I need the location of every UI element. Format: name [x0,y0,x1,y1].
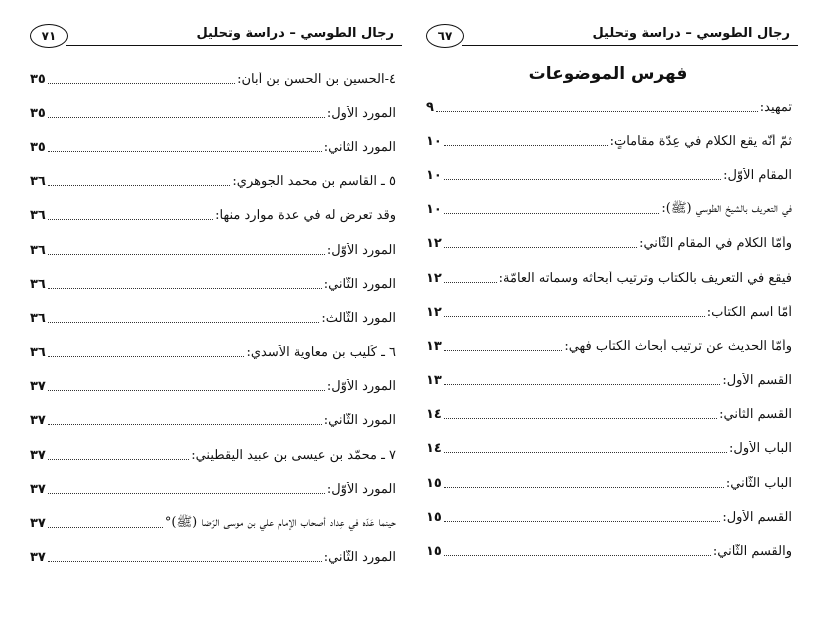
dot-leader [48,151,322,152]
toc-entry-title: المورد الثّاني: [323,413,396,429]
toc-entry-title: المورد الأول: [326,105,396,121]
toc-entry [426,398,792,432]
toc-entry-page: ٣٧ [30,550,46,566]
toc-entry-page: ١٥ [426,475,442,491]
toc-entry-title: المقام الأوّل: [723,167,792,183]
dot-leader [48,459,189,460]
toc-list [426,90,792,569]
toc-entry-page: ١٤ [426,441,442,457]
toc-entry [30,165,396,199]
dot-leader [48,527,163,528]
page-number: ٦٧ [426,24,464,48]
toc-entry-page: ٣٦ [30,208,46,224]
toc-entry-page: ١٢ [426,270,442,286]
toc-entry [30,130,396,164]
toc-entry-page: ٣٧ [30,379,46,395]
toc-entry-title: المورد الثاني: [323,139,396,155]
dot-leader [444,247,637,248]
toc-entry [30,506,396,540]
toc-entry [426,466,792,500]
toc-entry [426,534,792,568]
toc-entry-title: في التعريف بالشيخ الطوسي (ﷺ): [661,201,792,217]
toc-entry [30,267,396,301]
header-rule [462,45,798,46]
dot-leader [444,145,608,146]
dot-leader [444,213,660,214]
dot-leader [48,561,322,562]
toc-entry [30,438,396,472]
right-page [418,0,798,623]
toc-entry-title: المورد الثّاني: [323,550,396,566]
dot-leader [48,83,235,84]
toc-entry-page: ١٣ [426,373,442,389]
dot-leader [436,111,758,112]
toc-entry-page: ١٣ [426,338,442,354]
toc-entry-title: وأمّا الكلام في المقام الثّاني: [639,236,792,252]
toc-entry-page: ١٥ [426,544,442,560]
dot-leader [444,384,720,385]
page-header [22,20,402,50]
toc-entry-page: ٩ [426,99,434,115]
toc-entry [426,158,792,192]
left-page [22,0,402,623]
toc-entry-title: الباب الثّاني: [725,475,792,491]
toc-entry-title: المورد الثّاني: [323,276,396,292]
toc-entry-page: ٣٧ [30,516,46,532]
toc-entry-page: ٣٧ [30,413,46,429]
toc-entry-page: ١٠ [426,202,442,218]
toc-entry-title: والقسم الثّاني: [712,544,792,560]
toc-entry [426,261,792,295]
toc-entry [30,472,396,506]
toc-entry [426,295,792,329]
dot-leader [48,254,325,255]
header-rule [66,45,402,46]
toc-entry [426,193,792,227]
dot-leader [444,555,711,556]
toc-entry-page: ٣٦ [30,242,46,258]
toc-entry [426,90,792,124]
toc-entry [426,227,792,261]
dot-leader [444,282,497,283]
toc-entry [30,404,396,438]
toc-entry-page: ٣٧ [30,447,46,463]
toc-entry-page: ١٢ [426,304,442,320]
toc-entry-title: القسم الثاني: [719,407,792,423]
toc-entry-title: وقد تعرض له في عدة موارد منها: [215,208,396,224]
toc-entry-page: ١٠ [426,167,442,183]
toc-entry [30,199,396,233]
dot-leader [48,424,322,425]
toc-entry-title: ٤-الحسين بن الحسن بن أبان: [237,71,396,87]
toc-entry-title: ٦ ـ كُليب بن معاوية الأسدي: [246,345,396,361]
toc-entry-page: ٣٦ [30,276,46,292]
dot-leader [48,219,213,220]
dot-leader [444,487,724,488]
dot-leader [444,350,562,351]
toc-entry [30,370,396,404]
page-header [418,20,798,50]
toc-entry [30,301,396,335]
toc-entry-page: ١٠ [426,133,442,149]
toc-entry-title: فيقع في التعريف بالكتاب وترتيب أبحاثه وسماته العامّة: [498,270,792,286]
dot-leader [444,521,720,522]
toc-entry [30,96,396,130]
toc-entry-title: ٧ ـ محمّد بن عيسى بن عبيد اليقطيني: [191,447,396,463]
dot-leader [48,288,322,289]
toc-entry-title: المورد الأوّل: [326,242,396,258]
toc-entry-page: ٣٧ [30,481,46,497]
toc-entry-page: ١٤ [426,407,442,423]
toc-entry [30,541,396,575]
dot-leader [48,322,320,323]
toc-entry-page: ٣٦ [30,310,46,326]
index-title: فهرس الموضوعات [528,64,688,84]
toc-entry-title: أمّا اسم الكتاب: [706,304,792,320]
toc-entry-title: ٥ ـ القاسم بن محمد الجوهري: [232,174,396,190]
dot-leader [48,117,325,118]
toc-entry [426,432,792,466]
dot-leader [48,390,325,391]
toc-entry-title: وأمّا الحديث عن ترتيب أبحاث الكتاب فهي: [564,338,792,354]
dot-leader [48,356,245,357]
toc-entry [426,124,792,158]
toc-entry [426,329,792,363]
header-title: رجال الطوسي – دراسة وتحليل [592,26,790,41]
toc-entry-title: الباب الأول: [729,441,792,457]
page-number: ٧١ [30,24,68,48]
toc-entry-title: ثمّ أنّه يقع الكلام في عِدّة مقاماتٍ: [609,133,792,149]
dot-leader [444,316,705,317]
toc-entry-page: ٣٥ [30,139,46,155]
toc-entry [426,500,792,534]
toc-entry [30,336,396,370]
dot-leader [444,418,717,419]
toc-entry-page: ٣٥ [30,71,46,87]
dot-leader [444,179,721,180]
toc-entry-title: تمهيد: [759,99,792,115]
dot-leader [48,185,231,186]
toc-entry-page: ٣٦ [30,174,46,190]
toc-entry-title: القسم الأول: [722,373,792,389]
toc-entry-title: القسم الأول: [722,509,792,525]
dot-leader [48,493,325,494]
toc-entry-title: المورد الأوّل: [326,481,396,497]
toc-entry-page: ١٥ [426,509,442,525]
toc-entry [30,62,396,96]
toc-entry [426,364,792,398]
toc-list [30,62,396,575]
toc-entry-title: حينما عَدّه في عِداد أصحاب الإمام علي بن موسى الرّضا (ﷺ)° [164,515,396,531]
toc-entry-page: ٣٥ [30,105,46,121]
toc-entry-page: ١٢ [426,236,442,252]
toc-entry-page: ٣٦ [30,345,46,361]
toc-entry-title: المورد الثّالث: [321,310,396,326]
dot-leader [444,452,727,453]
toc-entry-title: المورد الأوّل: [326,379,396,395]
header-title: رجال الطوسي – دراسة وتحليل [196,26,394,41]
toc-entry [30,233,396,267]
